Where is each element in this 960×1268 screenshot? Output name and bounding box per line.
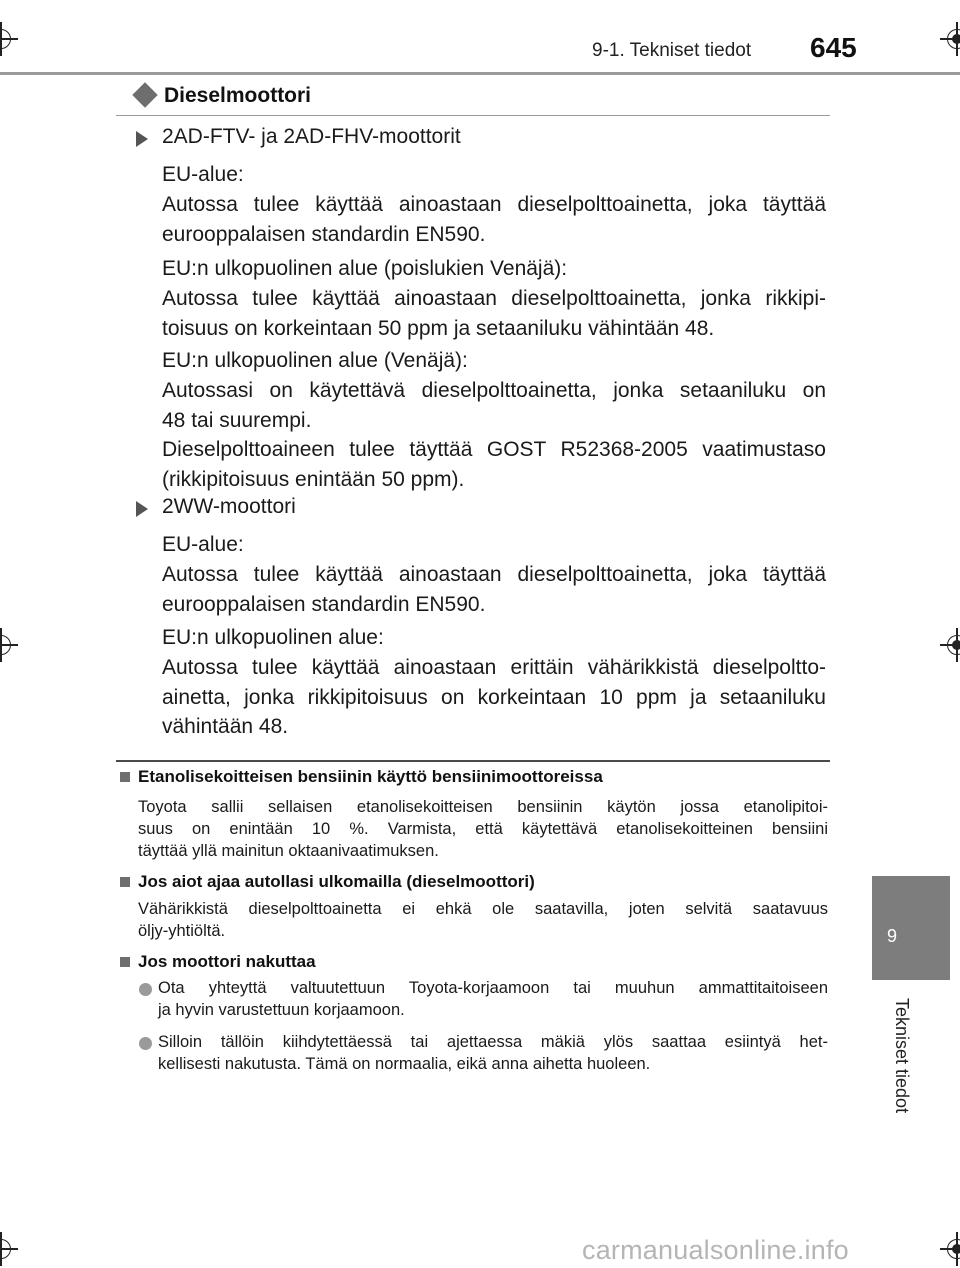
engine-2ad-eu-block	[162, 160, 826, 249]
note-text-ethanol	[138, 797, 828, 862]
diamond-bullet-icon	[132, 82, 157, 107]
header-section-title: 9-1. Tekniset tiedot	[592, 40, 752, 61]
text-line: kellisesti nakutusta. Tämä on normaalia, eikä anna aihetta huoleen.	[158, 1054, 651, 1073]
registration-mark-top-right	[940, 22, 960, 56]
text-line: Autossa tulee käyttää ainoastaan dieselpolttoainetta, joka täyttää	[162, 562, 826, 586]
triangle-bullet-icon	[136, 501, 148, 517]
registration-mark-top-left	[0, 22, 18, 56]
text-line: ja hyvin varustettuun korjaamoon.	[158, 1000, 405, 1019]
engine-subheading-2ww: 2WW-moottori	[162, 495, 296, 518]
text-line: Ota yhteyttä valtuutettuun Toyota-korjaamoon tai muuhun ammattitaitoiseen	[158, 979, 828, 997]
heading-divider	[116, 115, 830, 116]
square-bullet-icon	[120, 957, 130, 967]
text-line: (rikkipitoisuus enintään 50 ppm).	[162, 468, 465, 492]
notes-divider	[116, 760, 830, 762]
page-number: 645	[810, 32, 857, 63]
square-bullet-icon	[120, 772, 130, 782]
circle-bullet-icon	[139, 983, 152, 996]
text-line: vähintään 48.	[162, 715, 289, 739]
text-line: täyttää yllä mainitun oktaanivaatimuksen.	[138, 841, 439, 860]
square-bullet-icon	[120, 877, 130, 887]
note-title-abroad: Jos aiot ajaa autollasi ulkomailla (dieselmoottori)	[138, 872, 535, 891]
chapter-tab-number: 9	[886, 926, 897, 946]
text-line: Autossa tulee käyttää ainoastaan dieselpolttoainetta, joka täyttää	[162, 192, 826, 216]
registration-mark-bottom-left	[0, 1232, 18, 1266]
text-line: ainetta, jonka rikkipitoisuus on korkeintaan 10 ppm ja setaaniluku	[162, 685, 826, 709]
text-line: Dieselpolttoaineen tulee täyttää GOST R52368-2005 vaatimustaso	[162, 438, 826, 462]
text-line: eurooppalaisen standardin EN590.	[162, 592, 486, 616]
text-line: EU:n ulkopuolinen alue (poislukien Venäjä):	[162, 257, 568, 280]
text-line: Autossa tulee käyttää ainoastaan dieselpolttoainetta, jonka rikkipi-	[162, 286, 826, 310]
engine-2ww-eu-block	[162, 530, 826, 619]
text-line: Vähärikkistä dieselpolttoainetta ei ehkä ole saatavilla, joten selvitä saatavuus	[138, 900, 828, 918]
text-line: EU:n ulkopuolinen alue:	[162, 626, 384, 649]
circle-bullet-icon	[139, 1037, 152, 1050]
text-line: toisuus on korkeintaan 50 ppm ja setaaniluku vähintään 48.	[162, 316, 715, 340]
engine-2ad-russia-block	[162, 346, 826, 495]
text-line: EU-alue:	[162, 163, 244, 186]
engine-subheading-2ad: 2AD-FTV- ja 2AD-FHV-moottorit	[162, 125, 461, 148]
text-line: EU-alue:	[162, 533, 244, 556]
section-heading: Dieselmoottori	[164, 84, 312, 107]
engine-2ad-non-eu-block	[162, 254, 826, 343]
triangle-bullet-icon	[136, 131, 148, 147]
text-line: suus on enintään 10 %. Varmista, että käytettävä etanolisekoitteinen bensiini	[138, 819, 828, 838]
note-title-knocking: Jos moottori nakuttaa	[138, 952, 316, 971]
text-line: EU:n ulkopuolinen alue (Venäjä):	[162, 349, 468, 372]
text-line: Autossa tulee käyttää ainoastaan erittäin vähärikkistä dieselpoltto-	[162, 655, 826, 679]
text-line: Silloin tällöin kiihdytettäessä tai ajettaessa mäkiä ylös saattaa esiintyä het-	[158, 1033, 828, 1051]
chapter-tab-label: Tekniset tiedot	[892, 998, 912, 1114]
registration-mark-bottom-right	[940, 1232, 960, 1266]
watermark-text: carmanualsonline.info	[582, 1235, 849, 1265]
text-line: 48 tai suurempi.	[162, 408, 312, 432]
note-title-ethanol: Etanolisekoitteisen bensiinin käyttö bensiinimoottoreissa	[138, 767, 603, 786]
registration-mark-mid-right	[940, 628, 960, 662]
text-line: Toyota sallii sellaisen etanolisekoitteisen bensiinin käytön jossa etanolipitoi-	[138, 798, 828, 816]
header-divider	[0, 72, 960, 75]
text-line: öljy-yhtiöltä.	[138, 921, 226, 940]
bullet-text-contact-workshop	[158, 978, 828, 1022]
text-line: Autossasi on käytettävä dieselpolttoainetta, jonka setaaniluku on	[162, 378, 826, 402]
text-line: eurooppalaisen standardin EN590.	[162, 222, 486, 246]
engine-2ww-non-eu-block	[162, 623, 826, 742]
registration-mark-mid-left	[0, 628, 18, 662]
bullet-text-knocking-normal	[158, 1032, 828, 1076]
note-text-abroad	[138, 899, 828, 943]
